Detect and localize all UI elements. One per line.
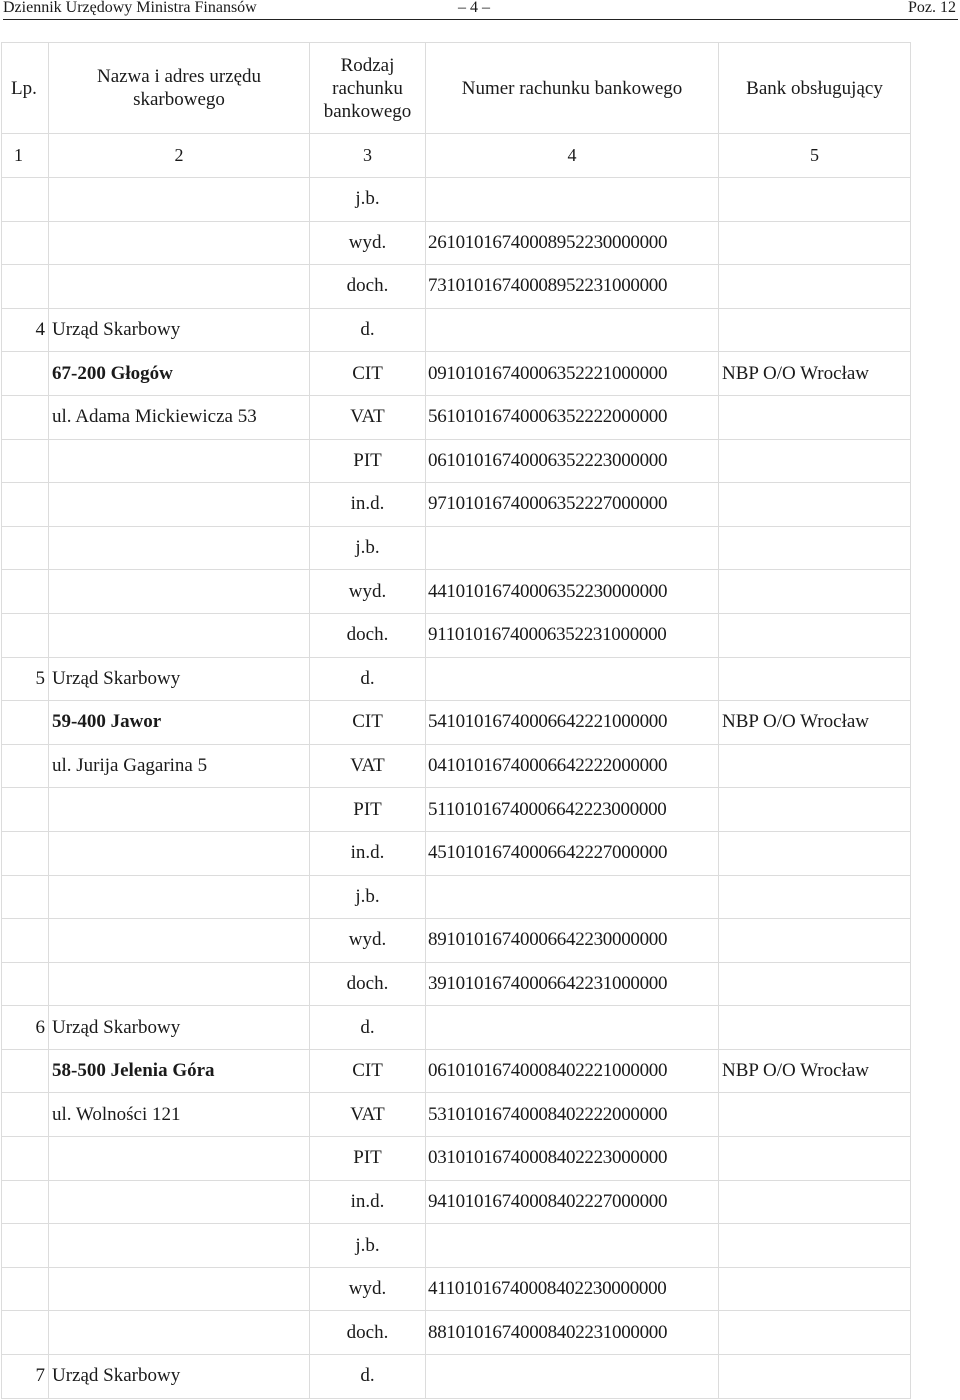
table-row [2,1267,911,1311]
table-row [2,483,911,527]
account-number-cell [426,1006,719,1050]
table-row [2,1355,911,1399]
lp-cell [2,570,49,614]
column-header-bank: Bank obsługujący [719,43,911,134]
bank-cell [719,657,911,701]
bank-cell [719,308,911,352]
office-cell: Urząd Skarbowy [49,308,310,352]
column-number: 5 [719,134,911,178]
bank-cell [719,439,911,483]
column-number: 4 [426,134,719,178]
account-number-cell [426,875,719,919]
account-number-cell: 44101016740006352230000000 [426,570,719,614]
bank-cell: NBP O/O Wrocław [719,1049,911,1093]
lp-cell [2,395,49,439]
journal-title: Dziennik Urzędowy Ministra Finansów [3,0,257,16]
account-type-cell: doch. [310,1311,426,1355]
account-type-cell: j.b. [310,1224,426,1268]
account-number-cell [426,1355,719,1399]
account-type-cell: PIT [310,439,426,483]
office-cell: Urząd Skarbowy [49,657,310,701]
lp-cell [2,1267,49,1311]
account-type-cell: VAT [310,395,426,439]
account-type-cell: d. [310,657,426,701]
bank-cell: NBP O/O Wrocław [719,352,911,396]
bank-cell [719,1311,911,1355]
lp-cell [2,613,49,657]
table-row [2,657,911,701]
table-row [2,701,911,745]
lp-cell: 4 [2,308,49,352]
table-row [2,744,911,788]
account-number-cell: 51101016740006642223000000 [426,788,719,832]
account-type-cell: j.b. [310,526,426,570]
account-number-cell: 04101016740006642222000000 [426,744,719,788]
office-cell [49,570,310,614]
account-type-cell: CIT [310,1049,426,1093]
account-number-cell: 06101016740008402221000000 [426,1049,719,1093]
lp-cell [2,1224,49,1268]
account-number-cell [426,657,719,701]
bank-cell [719,744,911,788]
position-number: Poz. 12 [908,0,956,16]
office-cell [49,483,310,527]
account-type-cell: j.b. [310,875,426,919]
bank-cell [719,831,911,875]
table-row [2,1137,911,1181]
table-row [2,395,911,439]
lp-cell [2,1137,49,1181]
account-number-cell: 94101016740008402227000000 [426,1180,719,1224]
table-row [2,788,911,832]
account-number-cell: 97101016740006352227000000 [426,483,719,527]
office-cell [49,613,310,657]
column-header-account-number: Numer rachunku bankowego [426,43,719,134]
account-number-cell [426,308,719,352]
account-number-cell: 91101016740006352231000000 [426,613,719,657]
lp-cell [2,439,49,483]
account-type-cell: in.d. [310,1180,426,1224]
office-cell [49,221,310,265]
lp-cell [2,352,49,396]
table-row [2,352,911,396]
office-cell: 59-400 Jawor [49,701,310,745]
lp-cell: 5 [2,657,49,701]
account-type-cell: PIT [310,1137,426,1181]
lp-cell [2,526,49,570]
office-cell [49,1137,310,1181]
lp-cell [2,831,49,875]
bank-cell [719,265,911,309]
lp-cell [2,221,49,265]
table-row [2,1311,911,1355]
account-type-cell: d. [310,1006,426,1050]
column-number: 3 [310,134,426,178]
lp-cell [2,178,49,222]
table-row [2,178,911,222]
account-type-cell: PIT [310,788,426,832]
account-type-cell: CIT [310,352,426,396]
lp-cell [2,483,49,527]
account-number-cell: 03101016740008402223000000 [426,1137,719,1181]
bank-cell [719,788,911,832]
office-cell [49,788,310,832]
bank-cell [719,962,911,1006]
account-type-cell: VAT [310,1093,426,1137]
lp-cell [2,962,49,1006]
account-type-cell: d. [310,308,426,352]
office-cell: ul. Jurija Gagarina 5 [49,744,310,788]
office-cell [49,178,310,222]
account-number-cell: 39101016740006642231000000 [426,962,719,1006]
account-number-cell: 89101016740006642230000000 [426,919,719,963]
table-row [2,265,911,309]
lp-cell [2,1180,49,1224]
account-type-cell: doch. [310,613,426,657]
table-row [2,613,911,657]
office-cell [49,265,310,309]
lp-cell [2,265,49,309]
bank-cell [719,1137,911,1181]
table-row [2,1224,911,1268]
table-row [2,570,911,614]
office-cell [49,875,310,919]
table-body [2,178,911,1399]
lp-cell [2,1311,49,1355]
lp-cell [2,875,49,919]
bank-cell [719,919,911,963]
account-type-cell: CIT [310,701,426,745]
account-number-cell: 06101016740006352223000000 [426,439,719,483]
account-type-cell: wyd. [310,570,426,614]
lp-cell [2,701,49,745]
office-cell: 67-200 Głogów [49,352,310,396]
column-number-row [2,134,911,178]
account-type-cell: j.b. [310,178,426,222]
office-cell: Urząd Skarbowy [49,1355,310,1399]
column-number: 1 [2,134,49,178]
bank-cell [719,1224,911,1268]
account-number-cell: 26101016740008952230000000 [426,221,719,265]
column-number: 2 [49,134,310,178]
lp-cell [2,1093,49,1137]
office-cell: Urząd Skarbowy [49,1006,310,1050]
table-row [2,875,911,919]
table-row [2,919,911,963]
account-number-cell [426,526,719,570]
table-row [2,1049,911,1093]
office-cell [49,526,310,570]
lp-cell: 7 [2,1355,49,1399]
table-row [2,526,911,570]
bank-cell [719,875,911,919]
lp-cell [2,744,49,788]
bank-cell [719,1093,911,1137]
account-type-cell: d. [310,1355,426,1399]
table-row [2,221,911,265]
office-cell: 58-500 Jelenia Góra [49,1049,310,1093]
table-row [2,1006,911,1050]
table-row [2,962,911,1006]
office-cell: ul. Adama Mickiewicza 53 [49,395,310,439]
account-number-cell: 56101016740006352222000000 [426,395,719,439]
column-header-office: Nazwa i adres urzędu skarbowego [49,43,310,134]
bank-cell [719,395,911,439]
account-type-cell: in.d. [310,831,426,875]
table-row [2,1180,911,1224]
lp-cell: 6 [2,1006,49,1050]
bank-cell [719,1180,911,1224]
office-cell [49,919,310,963]
lp-cell [2,788,49,832]
account-type-cell: wyd. [310,919,426,963]
office-cell [49,1267,310,1311]
account-type-cell: doch. [310,265,426,309]
bank-cell [719,613,911,657]
table-row [2,831,911,875]
account-number-cell: 53101016740008402222000000 [426,1093,719,1137]
table-row [2,1093,911,1137]
bank-cell: NBP O/O Wrocław [719,701,911,745]
column-header-lp: Lp. [2,43,49,134]
account-number-cell: 88101016740008402231000000 [426,1311,719,1355]
office-cell [49,439,310,483]
lp-cell [2,919,49,963]
lp-cell [2,1049,49,1093]
bank-accounts-table [1,42,911,1399]
bank-cell [719,570,911,614]
bank-cell [719,526,911,570]
page-number: – 4 – [458,0,490,16]
table-row [2,439,911,483]
column-header-account-type: Rodzaj rachunku bankowego [310,43,426,134]
office-cell [49,1224,310,1268]
bank-cell [719,1267,911,1311]
account-number-cell: 54101016740006642221000000 [426,701,719,745]
office-cell [49,831,310,875]
account-type-cell: in.d. [310,483,426,527]
bank-cell [719,221,911,265]
bank-cell [719,1355,911,1399]
account-type-cell: doch. [310,962,426,1006]
office-cell [49,1180,310,1224]
office-cell [49,1311,310,1355]
account-number-cell: 09101016740006352221000000 [426,352,719,396]
bank-cell [719,1006,911,1050]
bank-cell [719,483,911,527]
account-number-cell [426,178,719,222]
account-type-cell: VAT [310,744,426,788]
account-number-cell [426,1224,719,1268]
account-type-cell: wyd. [310,1267,426,1311]
table-header-row [2,43,911,134]
account-number-cell: 41101016740008402230000000 [426,1267,719,1311]
account-type-cell: wyd. [310,221,426,265]
office-cell: ul. Wolności 121 [49,1093,310,1137]
table-row [2,308,911,352]
page-header [3,0,958,20]
bank-cell [719,178,911,222]
account-number-cell: 73101016740008952231000000 [426,265,719,309]
office-cell [49,962,310,1006]
account-number-cell: 45101016740006642227000000 [426,831,719,875]
